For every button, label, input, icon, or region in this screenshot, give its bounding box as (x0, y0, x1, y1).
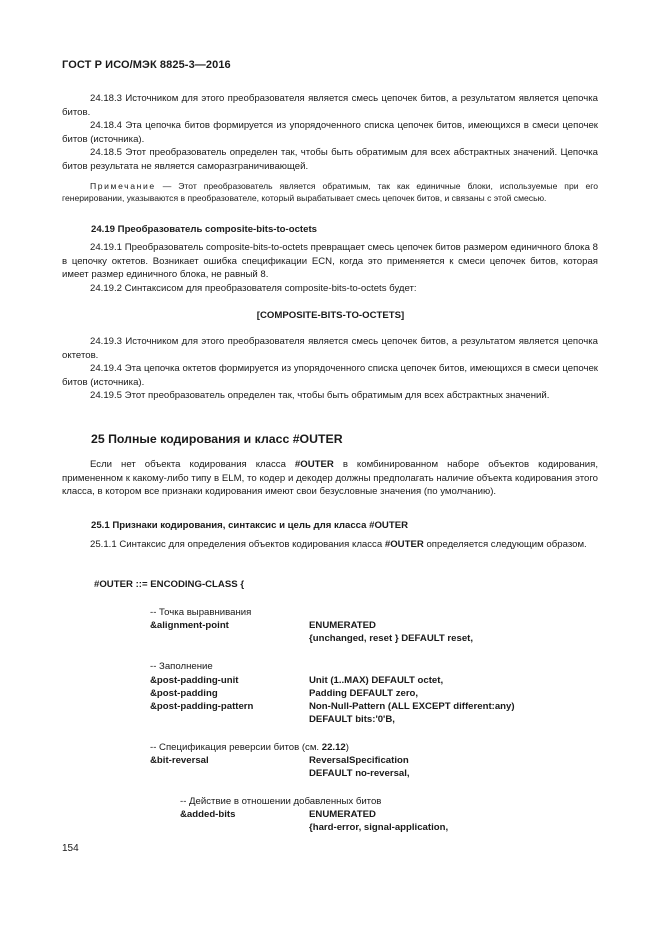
paragraph-24-18-3: 24.18.3 Источником для этого преобразователя является смесь цепочек битов, а результатом является цепочка битов. (62, 93, 598, 118)
note-text: — Этот преобразователь является обратимым, так как единичные блоки, используемые при его генерировании, указываются в преобразователе, который вырабатывает смесь цепочек битов, и связаны с этой смесью. (62, 181, 598, 204)
paragraph-24-18-4: 24.18.4 Эта цепочка битов формируется из упорядоченного списка цепочек битов, имеющихся в смеси цепочек битов (источника). (62, 120, 598, 145)
paragraph-25-1-1: 25.1.1 Синтаксис для определения объектов кодирования класса #OUTER определяется следующим образом. (90, 539, 587, 550)
paragraph-24-19-5: 24.19.5 Этот преобразователь определен так, чтобы быть обратимым для всех абстрактных значений. (90, 390, 550, 402)
section-24-18-text (62, 92, 598, 174)
code-value-post-padding-unit: Unit (1..MAX) DEFAULT octet, (309, 675, 444, 686)
paragraph-24-19-3: 24.19.3 Источником для этого преобразователя является смесь цепочек битов, а результатом является цепочка октетов. (62, 336, 598, 361)
section-25-text (62, 458, 598, 499)
code-field-added-bits: &added-bits (180, 809, 236, 820)
note-block (62, 180, 598, 205)
document-header: ГОСТ Р ИСО/МЭК 8825-3—2016 (62, 59, 231, 71)
code-value-post-padding: Padding DEFAULT zero, (309, 688, 419, 699)
code-comment-padding: -- Заполнение (150, 661, 213, 672)
code-comment-alignment: -- Точка выравнивания (150, 607, 252, 618)
code-value-post-padding-pattern-default: DEFAULT bits:'0'B, (309, 714, 395, 725)
section-24-19-text (62, 241, 598, 295)
note-label: Примечание (90, 181, 156, 191)
paragraph-24-19-4: 24.19.4 Эта цепочка октетов формируется из упорядоченного списка цепочек битов, имеющихся в смеси цепочек битов (источника). (62, 363, 598, 388)
code-value-alignment-default: {unchanged, reset } DEFAULT reset, (309, 633, 474, 644)
heading-25: 25 Полные кодирования и класс #OUTER (91, 432, 343, 446)
paragraph-24-19-1: 24.19.1 Преобразователь composite-bits-to-octets превращает смесь цепочек битов размером единичного блока 8 в цепочку октетов. Возникает ошибка спецификации ECN, когда это применяется к смеси цепочек битов, которая имеет размер единичного блока, не равный 8. (62, 242, 598, 281)
code-comment-added-bits: -- Действие в отношении добавленных битов (180, 796, 382, 807)
code-field-bit-reversal: &bit-reversal (150, 755, 209, 766)
code-field-post-padding-unit: &post-padding-unit (150, 675, 239, 686)
section-25-1-text (62, 538, 598, 552)
heading-24-19: 24.19 Преобразователь composite-bits-to-octets (91, 224, 317, 235)
page-number: 154 (62, 843, 79, 854)
code-value-reversal-spec: ReversalSpecification (309, 755, 409, 766)
code-field-post-padding: &post-padding (150, 688, 218, 699)
heading-25-1: 25.1 Признаки кодирования, синтаксис и цель для класса #OUTER (91, 520, 409, 531)
code-field-post-padding-pattern: &post-padding-pattern (150, 701, 254, 712)
code-comment-bit-reversal: -- Спецификация реверсии битов (см. 22.12) (150, 742, 349, 753)
code-field-alignment-point: &alignment-point (150, 620, 229, 631)
code-value-added-bits-list: {hard-error, signal-application, (309, 822, 449, 833)
section-24-19-text-2 (62, 335, 598, 403)
code-value-reversal-default: DEFAULT no-reversal, (309, 768, 410, 779)
paragraph-24-18-5: 24.18.5 Этот преобразователь определен так, чтобы быть обратимым для всех абстрактных значений. Цепочка битов результата не является саморазграничивающей. (62, 147, 598, 172)
paragraph-25-intro: Если нет объекта кодирования класса #OUTER в комбинированном наборе объектов кодирования, примененном к какому-либо типу в ELM, то кодер и декодер должны предполагать наличие объекта кодирования этого класса, в котором все признаки кодирования имеют свои безусловные значения (по умолчанию). (62, 459, 598, 498)
paragraph-24-19-2: 24.19.2 Синтаксисом для преобразователя composite-bits-to-octets будет: (90, 282, 417, 294)
code-value-enumerated-2: ENUMERATED (309, 809, 376, 820)
code-value-enumerated-1: ENUMERATED (309, 620, 376, 631)
code-value-post-padding-pattern: Non-Null-Pattern (ALL EXCEPT different:any) (309, 701, 515, 712)
code-class-definition: #OUTER ::= ENCODING-CLASS { (94, 579, 245, 590)
syntax-composite-bits-to-octets: [COMPOSITE-BITS-TO-OCTETS] (256, 310, 405, 321)
